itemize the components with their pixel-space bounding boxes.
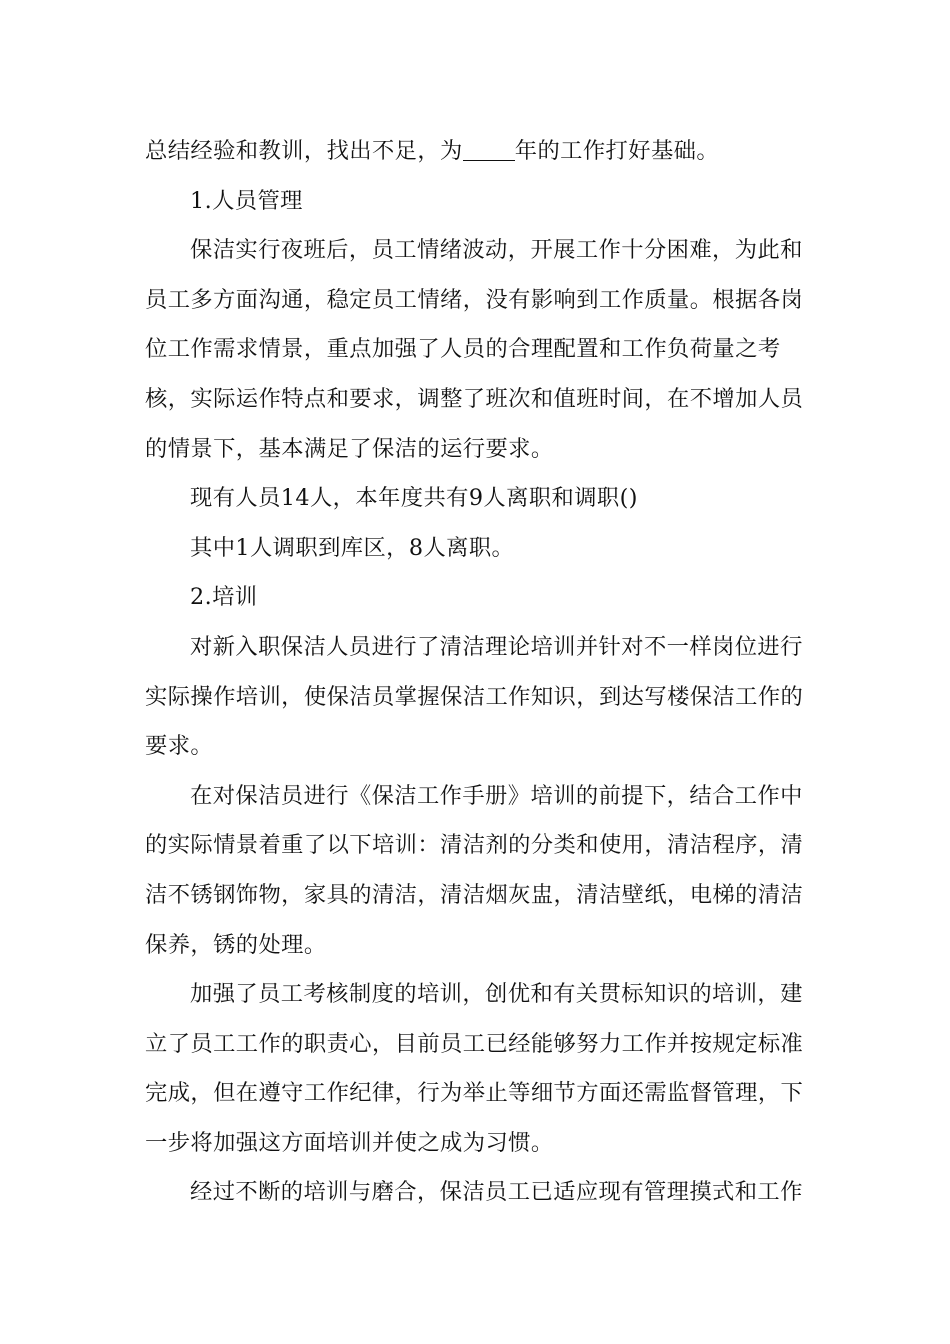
paragraph-summary [145, 127, 825, 177]
paragraph-assessment-training [145, 970, 825, 1168]
paragraph-manual-training [145, 772, 825, 970]
line: 保洁实行夜班后，员工情绪波动，开展工作十分困难，为此和 [190, 237, 803, 264]
summary-text-after: 年的工作打好基础。 [514, 138, 720, 164]
line: 位工作需求情景，重点加强了人员的合理配置和工作负荷量之考核， [145, 336, 781, 412]
paragraph-adaptation: 经过不断的培训与磨合，保洁员工已适应现有管理摸式和工作 [190, 1179, 803, 1206]
line: 实际操作培训，使保洁员掌握保洁工作知识，到达写楼保洁工作的 [145, 683, 804, 710]
paragraph-headcount: 现有人员14人，本年度共有9人离职和调职() [190, 485, 638, 512]
line: 一步将加强这方面培训并使之成为习惯。 [145, 1129, 554, 1156]
line: 立了员工工作的职责心，目前员工已经能够努力工作并按规定标准 [145, 1030, 804, 1057]
section-heading-personnel: 1.人员管理 [190, 187, 303, 214]
paragraph-transfers: 其中1人调职到库区，8人离职。 [190, 534, 515, 561]
line: 加强了员工考核制度的培训，创优和有关贯标知识的培训，建 [190, 981, 803, 1008]
line: 保养，锈的处理。 [145, 931, 327, 958]
line: 的实际情景着重了以下培训：清洁剂的分类和使用，清洁程序，清 [145, 832, 804, 859]
line: 洁不锈钢饰物，家具的清洁，清洁烟灰盅，清洁壁纸，电梯的清洁 [145, 881, 804, 908]
line: 员工多方面沟通，稳定员工情绪，没有影响到工作质量。根据各岗 [145, 286, 804, 313]
line: 景下，基本满足了保洁的运行要求。 [190, 435, 554, 462]
line: 完成，但在遵守工作纪律，行为举止等细节方面还需监督管理，下 [145, 1080, 804, 1107]
line: 要求。 [145, 733, 214, 760]
document-body [145, 127, 825, 1218]
line: 对新入职保洁人员进行了清洁理论培训并针对不一样岗位进行 [190, 633, 803, 660]
summary-text-before: 总结经验和教训，找出不足，为 [145, 138, 463, 164]
paragraph-new-staff-training [145, 623, 825, 772]
year-blank [463, 140, 515, 161]
paragraph-personnel [145, 226, 825, 474]
line: 实际运作特点和要求，调整了班次和值班时间，在不增加人员的情 [145, 385, 804, 462]
section-heading-training: 2.培训 [190, 584, 258, 611]
line: 在对保洁员进行《保洁工作手册》培训的前提下，结合工作中 [190, 782, 803, 809]
